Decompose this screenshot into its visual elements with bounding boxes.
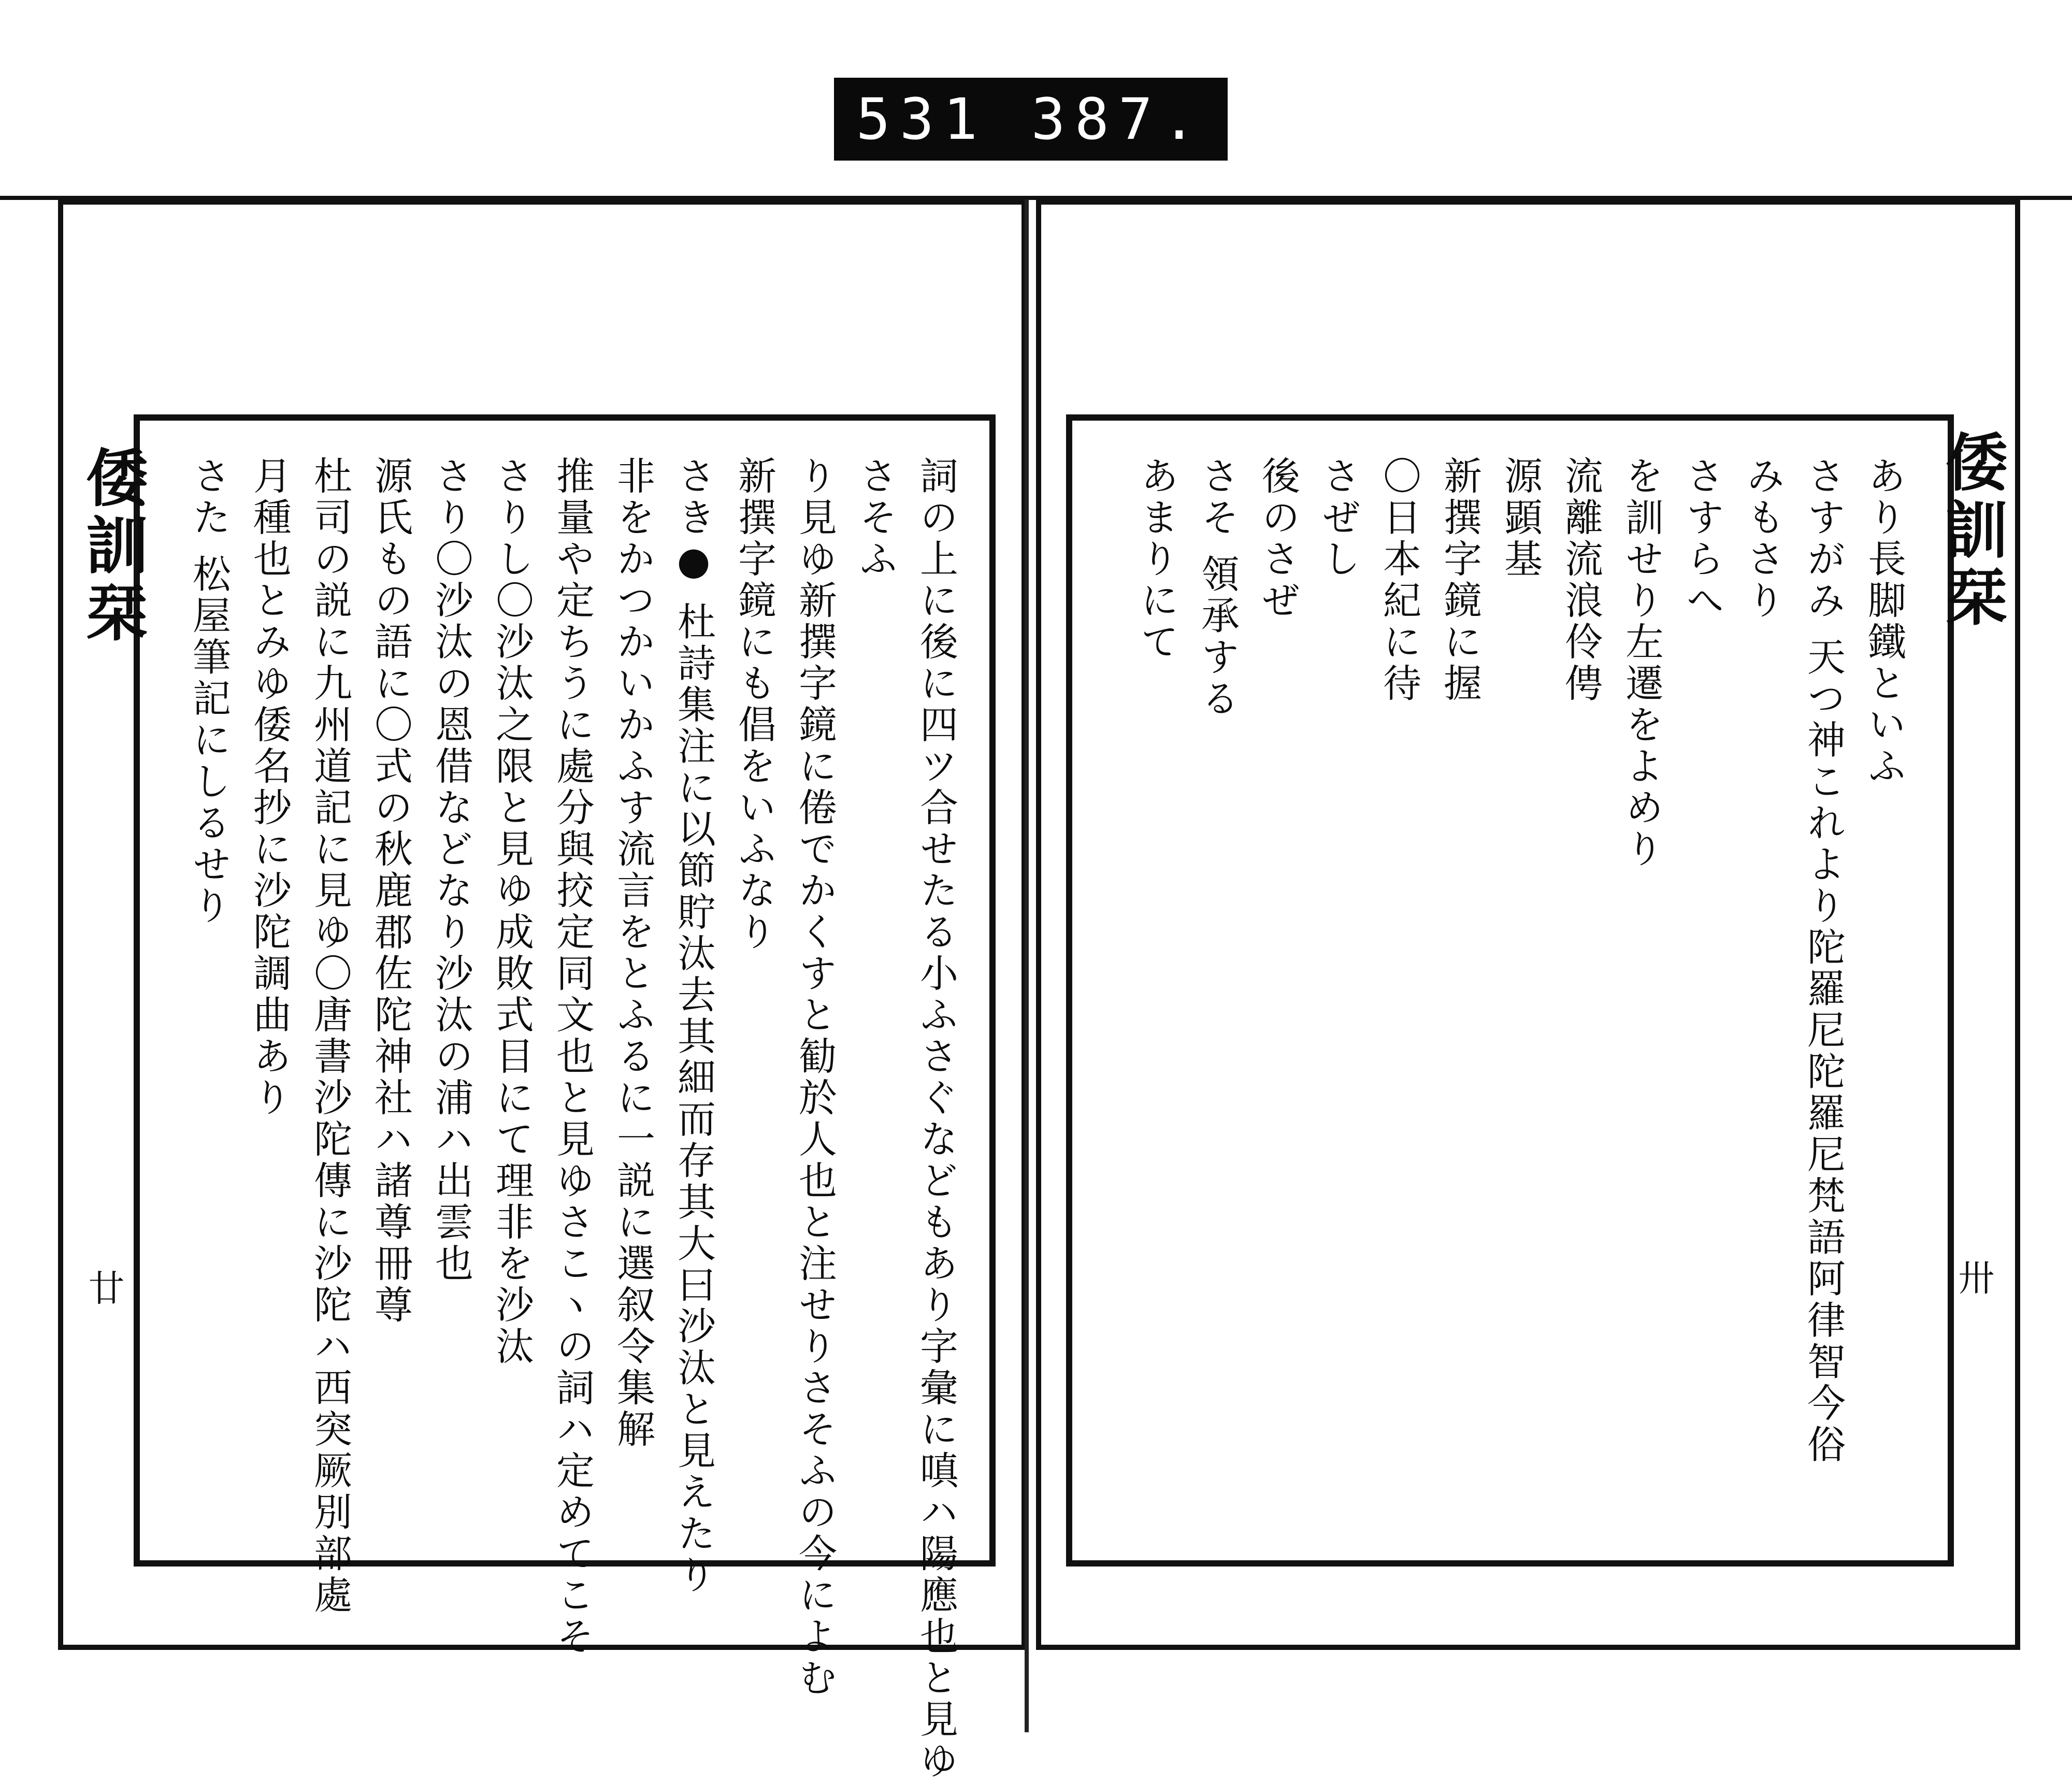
right_page-text-column: さぜし	[1316, 456, 1361, 580]
right_page-text-column: 後のさぜ	[1256, 456, 1300, 622]
left_page-text-column: 詞の上に後に四ツ合せたる小ふさぐなどもあり字彙に嗔ハ陽應也と見ゆ	[914, 456, 958, 1782]
right_page-text-column: 流離流浪伶俜	[1559, 456, 1603, 705]
right-folio: 卅	[1952, 1259, 1995, 1295]
left_page-text-column: り見ゆ新撰字鏡に倦でかくすと勧於人也と注せりさそふの今によむ	[793, 456, 837, 1699]
left_page-text-column: さき● 杜詩集注に以節貯汰去其細而存其大曰沙汰と見えたり	[671, 456, 716, 1597]
label-left-number: 531	[856, 86, 987, 152]
archive-label	[834, 78, 1228, 161]
right_page-text-column: さそ 領承する	[1195, 456, 1240, 720]
left_page-text-column: 月種也とみゆ倭名抄に沙陀調曲あり	[247, 456, 292, 1119]
left_page-text-column: 杜司の説に九州道記に見ゆ〇唐書沙陀傳に沙陀ハ西突厥別部處	[308, 456, 352, 1616]
left_page-text-column: 推量や定ちうに處分與挍定同文也と見ゆさこヽの詞ハ定めてこそ	[550, 456, 595, 1658]
right_page-text-column: を訓せり左遷をよめり	[1619, 456, 1664, 870]
right_page-text-column: 源顕基	[1498, 456, 1543, 580]
left_page-text-column: さた 松屋筆記にしるせり	[186, 456, 231, 927]
left_page-text-column: さり〇沙汰の恩借などなり沙汰の浦ハ出雲也	[429, 456, 473, 1285]
left-side-title: 倭訓栞	[76, 446, 149, 648]
left_page-text-column: 非をかつかいかふす流言をとふるに一説に選叙令集解	[611, 456, 655, 1450]
label-right-number: 387.	[1031, 86, 1206, 152]
right_page-text-column: あり長脚鐵といふ	[1862, 456, 1906, 787]
left_page-text-column: 源氏もの語に〇式の秋鹿郡佐陀神社ハ諸尊冊尊	[368, 456, 413, 1326]
right_page-text-column: 〇日本紀に待	[1377, 456, 1421, 705]
left_page-text-column: さりし〇沙汰之限と見ゆ成敗式目にて理非を沙汰	[490, 456, 534, 1368]
right_page-text-column: さすらへ	[1680, 456, 1724, 622]
left_page-text-column: さそふ	[853, 456, 898, 580]
book-spine	[1025, 199, 1029, 1732]
right_page-text-column: あまりにて	[1134, 456, 1179, 663]
left-folio: 廿	[82, 1269, 125, 1305]
right_page-text-column: さすがみ 天つ神これより陀羅尼陀羅尼梵語阿律智今俗	[1801, 456, 1846, 1466]
right-side-title: 倭訓栞	[1935, 430, 2008, 632]
right_page-text-column: みもさり	[1740, 456, 1785, 622]
right_page-text-column: 新撰字鏡に握	[1437, 456, 1482, 705]
left_page-text-column: 新撰字鏡にも倡をいふなり	[732, 456, 776, 953]
